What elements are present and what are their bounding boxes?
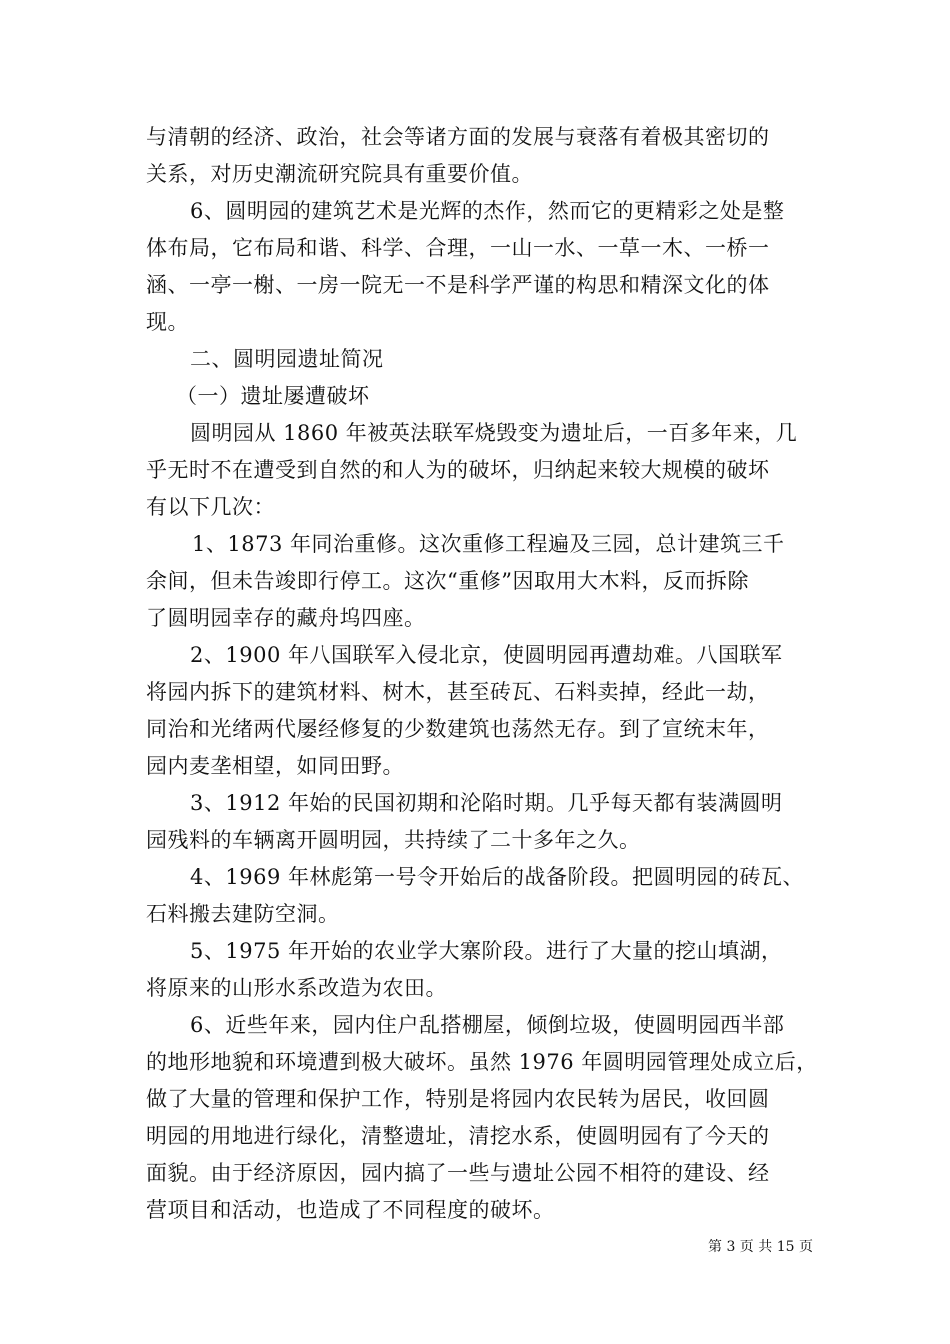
text-line: 将原来的山形水系改造为农田。	[146, 976, 447, 1000]
text-line: 1、1873 年同治重修。这次重修工程遍及三园，总计建筑三千	[192, 532, 785, 556]
text-line: 园内麦垄相望，如同田野。	[146, 754, 404, 778]
page-number: 第 3 页 共 15 页	[708, 1239, 813, 1255]
text-line: 余间，但未告竣即行停工。这次“重修”因取用大木料，反而拆除	[146, 569, 749, 593]
text-line: 将园内拆下的建筑材料、树木，甚至砖瓦、石料卖掉，经此一劫，	[146, 680, 770, 704]
text-line: 的地形地貌和环境遭到极大破坏。虽然 1976 年圆明园管理处成立后，	[146, 1050, 818, 1074]
text-line: 明园的用地进行绿化，清整遗址，清挖水系，使圆明园有了今天的	[146, 1124, 770, 1148]
text-line: 圆明园从 1860 年被英法联军烧毁变为遗址后，一百多年来，几	[190, 421, 798, 445]
text-line: 营项目和活动，也造成了不同程度的破坏。	[146, 1198, 555, 1222]
text-line: 有以下几次：	[146, 495, 275, 519]
text-line: 5、1975 年开始的农业学大寨阶段。进行了大量的挖山填湖，	[190, 939, 783, 963]
text-line: 体布局，它布局和谐、科学、合理，一山一水、一草一木、一桥一	[146, 236, 770, 260]
section-heading: 二、圆明园遗址简况	[190, 347, 384, 371]
text-line: 乎无时不在遭受到自然的和人为的破坏，归纳起来较大规模的破坏	[146, 458, 770, 482]
subsection-heading: （一）遗址屡遭破坏	[176, 384, 370, 408]
text-line: 6、圆明园的建筑艺术是光辉的杰作，然而它的更精彩之处是整	[190, 199, 785, 223]
text-line: 石料搬去建防空洞。	[146, 902, 340, 926]
text-line: 面貌。由于经济原因，园内搞了一些与遗址公园不相符的建设、经	[146, 1161, 770, 1185]
text-line: 2、1900 年八国联军入侵北京，使圆明园再遭劫难。八国联军	[190, 643, 783, 667]
text-line: 园残料的车辆离开圆明园，共持续了二十多年之久。	[146, 828, 641, 852]
text-line: 与清朝的经济、政治，社会等诸方面的发展与衰落有着极其密切的	[146, 125, 770, 149]
text-line: 现。	[146, 310, 189, 334]
text-line: 同治和光绪两代屡经修复的少数建筑也荡然无存。到了宣统末年，	[146, 717, 770, 741]
text-line: 4、1969 年林彪第一号令开始后的战备阶段。把圆明园的砖瓦、	[190, 865, 804, 889]
text-line: 关系，对历史潮流研究院具有重要价值。	[146, 162, 533, 186]
text-line: 6、近些年来，园内住户乱搭棚屋，倾倒垃圾，使圆明园西半部	[190, 1013, 785, 1037]
text-line: 了圆明园幸存的藏舟坞四座。	[146, 606, 426, 630]
text-line: 做了大量的管理和保护工作，特别是将园内农民转为居民，收回圆	[146, 1087, 770, 1111]
text-line: 涵、一亭一榭、一房一院无一不是科学严谨的构思和精深文化的体	[146, 273, 770, 297]
text-line: 3、1912 年始的民国初期和沦陷时期。几乎每天都有装满圆明	[190, 791, 783, 815]
